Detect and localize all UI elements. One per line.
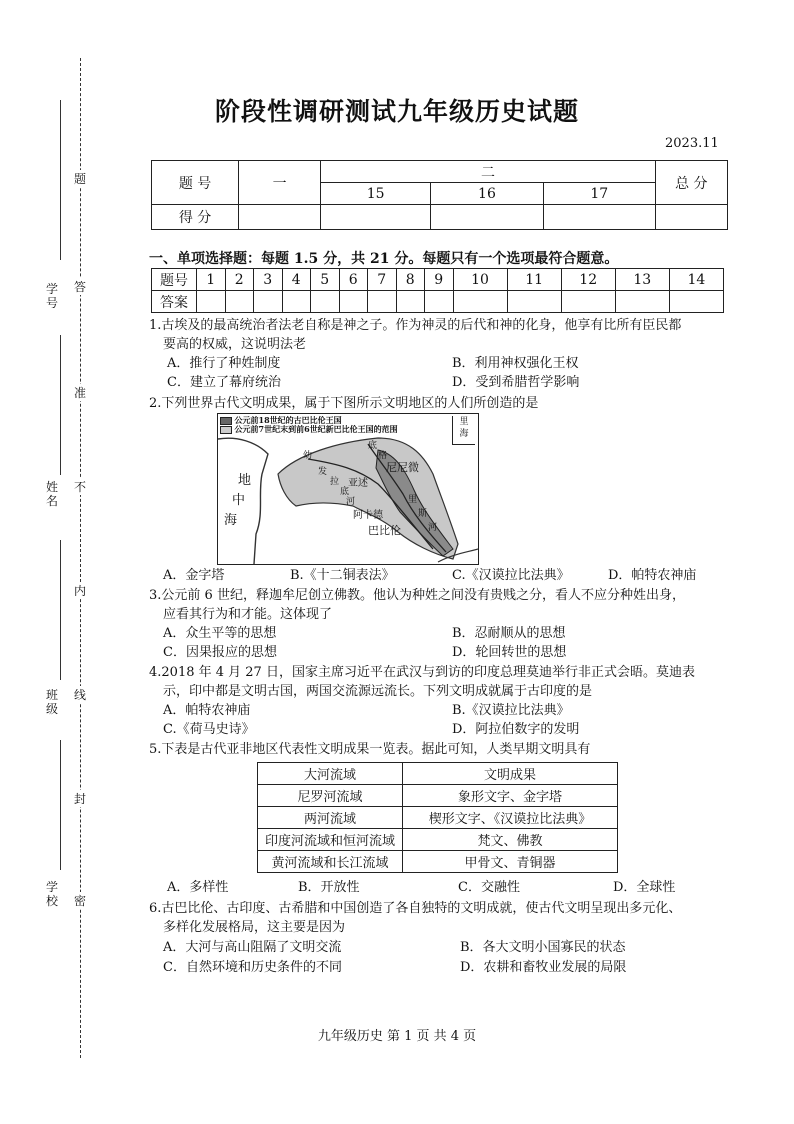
civilization-table bbox=[257, 762, 618, 873]
place-babilun: 巴比伦 bbox=[368, 524, 401, 537]
q17-header: 17 bbox=[543, 183, 655, 205]
defen-label: 得 分 bbox=[152, 205, 239, 230]
dash-char: 内 bbox=[74, 584, 87, 598]
table-cell: 象形文字、金字塔 bbox=[403, 785, 618, 807]
answer-num: 3 bbox=[254, 269, 283, 291]
river-char: 拉 bbox=[330, 477, 340, 487]
student-id-label: 学号 bbox=[46, 282, 59, 310]
q5-stem: 5.下表是古代亚非地区代表性文明成果一览表。据此可知，人类早期文明具有 bbox=[149, 742, 591, 757]
answer-cell[interactable] bbox=[507, 291, 561, 313]
q4-option-c[interactable]: C.《荷马史诗》 bbox=[163, 722, 255, 737]
river-char: 发 bbox=[318, 467, 328, 477]
dash-char: 封 bbox=[74, 792, 87, 806]
table-cell: 两河流域 bbox=[258, 807, 403, 829]
answer-cell[interactable] bbox=[225, 291, 254, 313]
answer-cell[interactable] bbox=[254, 291, 283, 313]
q4-stem-line2: 示，印中都是文明古国，两国交流源远流长。下列文明成就属于古印度的是 bbox=[163, 684, 593, 699]
page-footer: 九年级历史 第 1 页 共 4 页 bbox=[317, 1029, 477, 1044]
legend-old-babylon: 公元前18世纪的古巴比伦王国 bbox=[234, 415, 342, 425]
table-header: 文明成果 bbox=[403, 763, 618, 785]
q1-option-c[interactable]: C．建立了幕府统治 bbox=[167, 375, 281, 390]
river-char: 格 bbox=[378, 451, 388, 461]
q2-option-c[interactable]: C.《汉谟拉比法典》 bbox=[452, 568, 570, 583]
section-heading: 一、单项选择题：每题 1.5 分，共 21 分。每题只有一个选项最符合题意。 bbox=[149, 251, 619, 267]
answer-cell[interactable] bbox=[339, 291, 368, 313]
answer-cell[interactable] bbox=[561, 291, 615, 313]
caspian-box bbox=[452, 416, 475, 445]
score-table bbox=[151, 160, 728, 230]
q4-option-a[interactable]: A．帕特农神庙 bbox=[163, 703, 251, 718]
q1-option-d[interactable]: D．受到希腊哲学影响 bbox=[452, 375, 580, 390]
table-row bbox=[258, 829, 618, 851]
river-char: 河 bbox=[428, 523, 438, 533]
total-label: 总 分 bbox=[655, 161, 727, 205]
legend-new-babylon: 公元前7世纪末到前6世纪新巴比伦王国的范围 bbox=[234, 424, 398, 434]
q2-stem: 2.下列世界古代文明成果，属于下图所示文明地区的人们所创造的是 bbox=[149, 396, 539, 411]
answer-cell[interactable] bbox=[282, 291, 311, 313]
dash-char: 密 bbox=[74, 894, 87, 908]
answer-num: 7 bbox=[368, 269, 397, 291]
q1-stem-line2: 要高的权威，这说明法老 bbox=[163, 337, 307, 352]
q6-option-a[interactable]: A．大河与高山阻隔了文明交流 bbox=[163, 940, 342, 955]
answer-num: 9 bbox=[425, 269, 454, 291]
answer-cell[interactable] bbox=[453, 291, 507, 313]
q5-option-c[interactable]: C．交融性 bbox=[458, 880, 520, 895]
legend-swatch-dark bbox=[220, 417, 232, 425]
answer-cell[interactable] bbox=[669, 291, 723, 313]
dash-char: 答 bbox=[74, 280, 87, 294]
answer-num: 5 bbox=[311, 269, 340, 291]
page-title: 阶段性调研测试九年级历史试题 bbox=[214, 97, 579, 126]
q16-header: 16 bbox=[431, 183, 544, 205]
q1-stem-line1: 1.古埃及的最高统治者法老自称是神之子。作为神灵的后代和神的化身，他享有比所有臣民都 bbox=[149, 318, 682, 333]
answer-num: 11 bbox=[507, 269, 561, 291]
table-row bbox=[258, 807, 618, 829]
answer-cell[interactable] bbox=[368, 291, 397, 313]
q15-header: 15 bbox=[321, 183, 431, 205]
map-legend bbox=[220, 416, 452, 434]
q4-option-b[interactable]: B.《汉谟拉比法典》 bbox=[452, 703, 570, 718]
section-two: 二 bbox=[321, 161, 655, 183]
river-char: 河 bbox=[346, 497, 356, 507]
answer-table bbox=[151, 268, 724, 313]
answer-num: 14 bbox=[669, 269, 723, 291]
place-akade: 阿卡德 bbox=[353, 510, 383, 521]
exam-date: 2023.11 bbox=[665, 136, 719, 151]
answer-cell[interactable] bbox=[615, 291, 669, 313]
answer-cell[interactable] bbox=[396, 291, 425, 313]
q6-option-b[interactable]: B．各大文明小国寡民的状态 bbox=[460, 940, 626, 955]
table-cell: 黄河流域和长江流域 bbox=[258, 851, 403, 873]
q3-option-a[interactable]: A．众生平等的思想 bbox=[163, 626, 277, 641]
river-char: 底 bbox=[368, 441, 378, 451]
river-char: 里 bbox=[408, 495, 418, 505]
table-header: 大河流域 bbox=[258, 763, 403, 785]
table-cell: 尼罗河流域 bbox=[258, 785, 403, 807]
q4-option-d[interactable]: D．阿拉伯数字的发明 bbox=[452, 722, 580, 737]
babylon-map bbox=[217, 413, 479, 565]
q1-option-a[interactable]: A．推行了种姓制度 bbox=[167, 356, 281, 371]
q1-option-b[interactable]: B．利用神权强化王权 bbox=[452, 356, 579, 371]
score-cell[interactable] bbox=[655, 205, 727, 230]
dash-char: 线 bbox=[74, 688, 87, 702]
dash-char: 不 bbox=[74, 480, 87, 494]
table-cell: 印度河流域和恒河流域 bbox=[258, 829, 403, 851]
q4-stem-line1: 4.2018 年 4 月 27 日，国家主席习近平在武汉与到访的印度总理莫迪举行非正式会晤。莫迪表 bbox=[149, 665, 695, 680]
answer-cell[interactable] bbox=[425, 291, 454, 313]
table-cell: 梵文、佛教 bbox=[403, 829, 618, 851]
sea-char-zhong: 中 bbox=[232, 493, 246, 508]
answer-num: 2 bbox=[225, 269, 254, 291]
table-cell: 楔形文字、《汉谟拉比法典》 bbox=[403, 807, 618, 829]
q2-option-d[interactable]: D．帕特农神庙 bbox=[608, 568, 697, 583]
score-cell[interactable] bbox=[543, 205, 655, 230]
table-cell: 甲骨文、青铜器 bbox=[403, 851, 618, 873]
place-yashu: 亚述 bbox=[348, 478, 368, 489]
q5-option-d[interactable]: D．全球性 bbox=[613, 880, 676, 895]
river-char: 斯 bbox=[418, 509, 428, 519]
answer-num: 8 bbox=[396, 269, 425, 291]
q3-option-b[interactable]: B．忍耐顺从的思想 bbox=[452, 626, 566, 641]
section-one: 一 bbox=[239, 161, 321, 205]
q3-option-d[interactable]: D．轮回转世的思想 bbox=[452, 645, 567, 660]
dash-char: 准 bbox=[74, 386, 87, 400]
score-cell[interactable] bbox=[239, 205, 321, 230]
class-label: 班级 bbox=[46, 688, 59, 716]
q2-option-a[interactable]: A．金字塔 bbox=[163, 568, 225, 583]
table-row bbox=[258, 785, 618, 807]
score-cell[interactable] bbox=[431, 205, 544, 230]
q2-option-b[interactable]: B.《十二铜表法》 bbox=[290, 568, 395, 583]
name-label: 姓名 bbox=[46, 480, 59, 508]
score-cell[interactable] bbox=[321, 205, 431, 230]
school-label: 学校 bbox=[46, 880, 59, 908]
answer-ans-label: 答案 bbox=[152, 291, 197, 313]
q3-stem-line1: 3.公元前 6 世纪，释迦牟尼创立佛教。他认为种姓之间没有贵贱之分，看人不应分种姓出身， bbox=[149, 588, 685, 603]
q6-stem-line2: 多样化发展格局，这主要是因为 bbox=[163, 920, 346, 935]
answer-num: 10 bbox=[453, 269, 507, 291]
river-char: 幼 bbox=[303, 451, 313, 461]
legend-swatch-light bbox=[220, 426, 232, 434]
q5-option-a[interactable]: A．多样性 bbox=[167, 880, 229, 895]
q5-option-b[interactable]: B．开放性 bbox=[298, 880, 360, 895]
dash-char: 题 bbox=[74, 172, 87, 186]
answer-cell[interactable] bbox=[311, 291, 340, 313]
answer-num: 12 bbox=[561, 269, 615, 291]
q6-option-c[interactable]: C．自然环境和历史条件的不同 bbox=[163, 960, 342, 975]
answer-num: 4 bbox=[282, 269, 311, 291]
answer-num: 13 bbox=[615, 269, 669, 291]
sea-char-hai: 海 bbox=[224, 513, 238, 528]
answer-cell[interactable] bbox=[197, 291, 226, 313]
answer-num: 6 bbox=[339, 269, 368, 291]
table-row bbox=[258, 851, 618, 873]
place-niniwei: 尼尼微 bbox=[386, 461, 419, 474]
river-char: 底 bbox=[340, 487, 350, 497]
sea-char-di: 地 bbox=[238, 473, 252, 488]
tihao-label: 题 号 bbox=[152, 161, 239, 205]
q3-stem-line2: 应看其行为和才能。这体现了 bbox=[163, 607, 333, 622]
q3-option-c[interactable]: C．因果报应的思想 bbox=[163, 645, 277, 660]
answer-num: 1 bbox=[197, 269, 226, 291]
answer-num-label: 题号 bbox=[152, 269, 197, 291]
caspian-label: 里海 bbox=[459, 417, 469, 439]
q6-stem-line1: 6.古巴比伦、古印度、古希腊和中国创造了各自独特的文明成就，使古代文明呈现出多元化、 bbox=[149, 901, 682, 916]
q6-option-d[interactable]: D．农耕和畜牧业发展的局限 bbox=[460, 960, 627, 975]
